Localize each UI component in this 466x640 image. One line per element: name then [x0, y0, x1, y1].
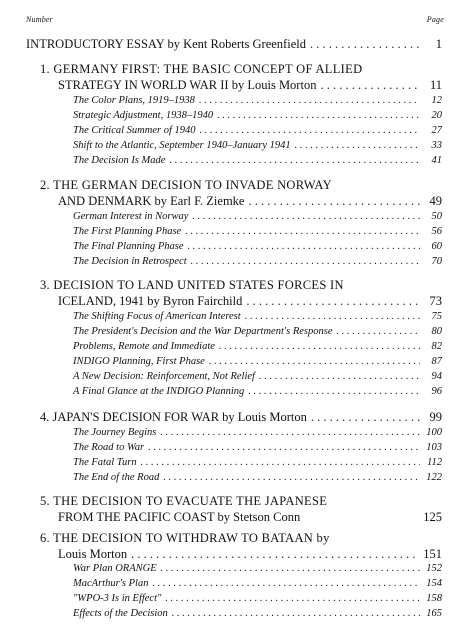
section-title: The President's Decision and the War Department's Response [73, 326, 333, 337]
leader-dots [219, 341, 420, 352]
section-title: Problems, Remote and Immediate [73, 341, 215, 352]
section-entry[interactable] [73, 110, 442, 121]
chapter-page: 49 [429, 194, 442, 208]
chapter-page: 151 [423, 547, 442, 561]
leader-dots [320, 78, 420, 93]
chapter-1-title-line-2[interactable] [58, 78, 442, 93]
section-entry[interactable] [73, 593, 442, 604]
leader-dots [248, 386, 420, 397]
section-entry[interactable] [73, 608, 442, 619]
leader-dots [188, 241, 420, 252]
section-page: 100 [426, 427, 442, 438]
leader-dots [217, 110, 420, 121]
chapter-5-title-line-1[interactable]: 5. THE DECISION TO EVACUATE THE JAPANESE [40, 494, 328, 508]
number-column-header: Number [26, 15, 53, 24]
section-title: Effects of the Decision [73, 608, 168, 619]
chapter-3-title-line-2[interactable] [58, 294, 442, 309]
section-entry[interactable] [73, 311, 442, 322]
section-title: German Interest in Norway [73, 211, 189, 222]
chapter-6-title-line-2[interactable] [58, 547, 442, 562]
leader-dots [141, 457, 420, 468]
section-title: The Final Planning Phase [73, 241, 184, 252]
leader-dots [295, 140, 420, 151]
section-page: 87 [431, 356, 442, 367]
leader-dots [161, 563, 420, 574]
leader-dots [200, 125, 421, 136]
section-entry[interactable] [73, 211, 442, 222]
chapter-5-title-line-2[interactable] [58, 510, 442, 525]
leader-dots [165, 593, 420, 604]
intro-entry[interactable] [26, 37, 442, 52]
section-entry[interactable] [73, 95, 442, 106]
leader-dots [192, 211, 420, 222]
chapter-page: 99 [429, 410, 442, 424]
section-entry[interactable] [73, 442, 442, 453]
leader-dots [152, 578, 420, 589]
section-title: The End of the Road [73, 472, 160, 483]
section-page: 112 [427, 457, 442, 468]
chapter-title-text: ICELAND, 1941 by Byron Fairchild [58, 294, 243, 308]
section-entry[interactable] [73, 356, 442, 367]
section-entry[interactable] [73, 386, 442, 397]
section-entry[interactable] [73, 140, 442, 151]
page-column-header: Page [426, 15, 444, 24]
section-entry[interactable] [73, 326, 442, 337]
section-entry[interactable] [73, 341, 442, 352]
section-page: 165 [426, 608, 442, 619]
section-page: 50 [431, 211, 442, 222]
section-title: A New Decision: Reinforcement, Not Relief [73, 371, 255, 382]
section-page: 75 [431, 311, 442, 322]
section-page: 12 [431, 95, 442, 106]
section-title: The Road to War [73, 442, 145, 453]
section-page: 20 [431, 110, 442, 121]
leader-dots [336, 326, 420, 337]
section-entry[interactable] [73, 578, 442, 589]
leader-dots [131, 547, 419, 562]
section-title: INDIGO Planning, First Phase [73, 356, 205, 367]
section-page: 122 [426, 472, 442, 483]
leader-dots [199, 95, 420, 106]
section-entry[interactable] [73, 427, 442, 438]
section-title: The Journey Begins [73, 427, 157, 438]
leader-dots [245, 311, 420, 322]
chapter-1-title-line-1[interactable]: 1. GERMANY FIRST: THE BASIC CONCEPT OF ALLIED [40, 62, 363, 76]
section-page: 82 [431, 341, 442, 352]
leader-dots [163, 472, 420, 483]
section-title: The Decision in Retrospect [73, 256, 187, 267]
section-page: 60 [431, 241, 442, 252]
section-page: 70 [431, 256, 442, 267]
chapter-title-text: Louis Morton [58, 547, 128, 561]
section-page: 80 [431, 326, 442, 337]
section-title: The Fatal Turn [73, 457, 137, 468]
section-title: Strategic Adjustment, 1938–1940 [73, 110, 214, 121]
chapter-4-title[interactable] [40, 410, 442, 425]
section-title: The Shifting Focus of American Interest [73, 311, 241, 322]
leader-dots [169, 155, 420, 166]
section-page: 56 [431, 226, 442, 237]
leader-dots [246, 294, 420, 309]
leader-dots [185, 226, 420, 237]
section-page: 152 [426, 563, 442, 574]
leader-dots [311, 410, 420, 425]
leader-dots [209, 356, 420, 367]
section-entry[interactable] [73, 563, 442, 574]
section-entry[interactable] [73, 241, 442, 252]
section-entry[interactable] [73, 256, 442, 267]
section-title: The Decision Is Made [73, 155, 166, 166]
section-title: War Plan ORANGE [73, 563, 157, 574]
section-title: Shift to the Atlantic, September 1940–January 1941 [73, 140, 291, 151]
leader-dots [310, 37, 420, 52]
section-page: 41 [431, 155, 442, 166]
chapter-2-title-line-1[interactable]: 2. THE GERMAN DECISION TO INVADE NORWAY [40, 178, 332, 192]
chapter-title-text: 4. JAPAN'S DECISION FOR WAR by Louis Morton [40, 410, 307, 424]
section-title: The Color Plans, 1919–1938 [73, 95, 195, 106]
section-title: MacArthur's Plan [73, 578, 149, 589]
section-page: 158 [426, 593, 442, 604]
section-entry[interactable] [73, 226, 442, 237]
chapter-2-title-line-2[interactable] [58, 194, 442, 209]
chapter-page: 73 [429, 294, 442, 308]
intro-page: 1 [435, 37, 442, 51]
section-title: "WPO-3 Is in Effect" [73, 593, 162, 604]
section-entry[interactable] [73, 457, 442, 468]
leader-dots [148, 442, 420, 453]
section-entry[interactable] [73, 155, 442, 166]
chapter-page: 125 [423, 510, 442, 524]
section-page: 33 [431, 140, 442, 151]
section-entry[interactable] [73, 472, 442, 483]
intro-title: INTRODUCTORY ESSAY by Kent Roberts Greenfield [26, 37, 306, 51]
section-page: 94 [431, 371, 442, 382]
section-page: 154 [426, 578, 442, 589]
chapter-title-text: STRATEGY IN WORLD WAR II by Louis Morton [58, 78, 317, 92]
leader-dots [160, 427, 420, 438]
section-entry[interactable] [73, 125, 442, 136]
chapter-6-title-line-1[interactable]: 6. THE DECISION TO WITHDRAW TO BATAAN by [40, 531, 330, 545]
leader-dots [191, 256, 420, 267]
leader-dots [248, 194, 420, 209]
leader-dots [259, 371, 420, 382]
leader-dots [172, 608, 420, 619]
section-page: 96 [431, 386, 442, 397]
section-title: A Final Glance at the INDIGO Planning [73, 386, 245, 397]
section-title: The First Planning Phase [73, 226, 182, 237]
chapter-title-text: FROM THE PACIFIC COAST by Stetson Conn [58, 510, 301, 524]
chapter-3-title-line-1[interactable]: 3. DECISION TO LAND UNITED STATES FORCES IN [40, 278, 344, 292]
section-title: The Critical Summer of 1940 [73, 125, 196, 136]
section-entry[interactable] [73, 371, 442, 382]
section-page: 27 [431, 125, 442, 136]
chapter-page: 11 [429, 78, 442, 92]
section-page: 103 [426, 442, 442, 453]
chapter-title-text: AND DENMARK by Earl F. Ziemke [58, 194, 245, 208]
